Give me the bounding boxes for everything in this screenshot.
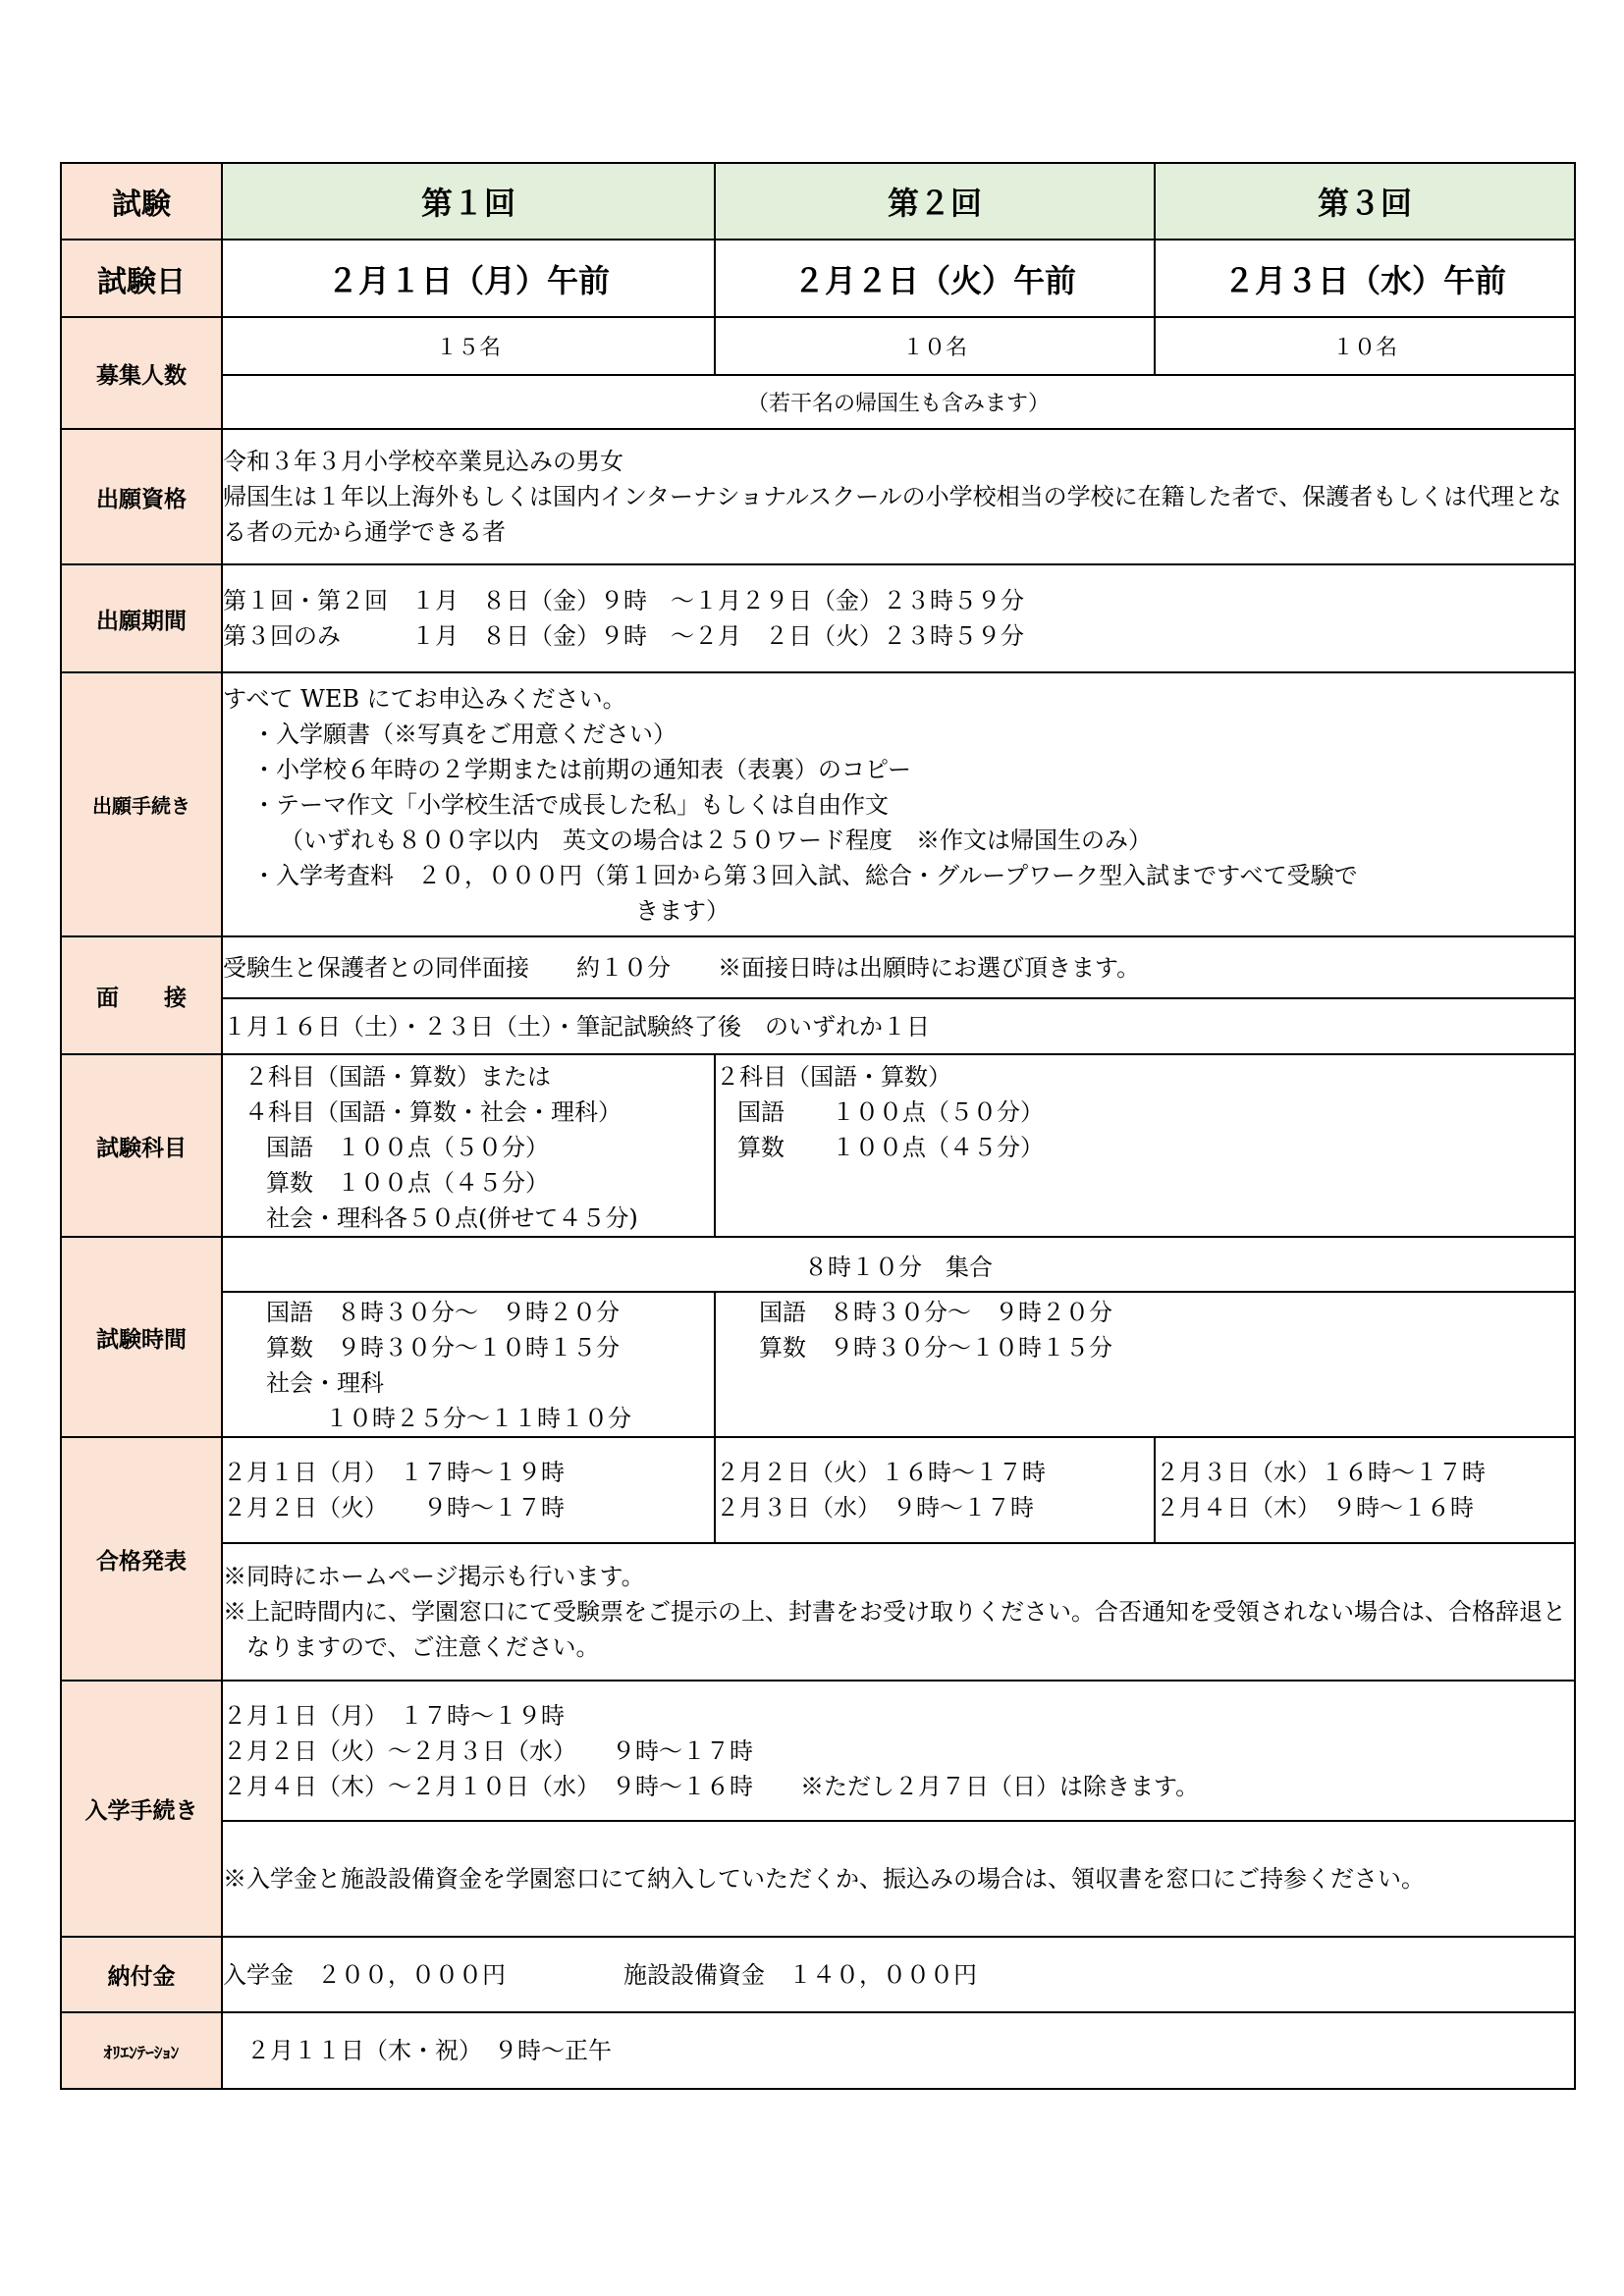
exam-time-col-1 — [222, 1292, 715, 1437]
interview-row — [61, 936, 1575, 998]
eligibility-text — [222, 429, 1575, 564]
exam-time-col-2 — [715, 1292, 1575, 1437]
period-line-2: 第３回のみ １月 ８日（金）９時 ～２月 ２日（火）２３時５９分 — [223, 622, 1024, 650]
subjects-col2-line-2: 国語 １００点（５０分） — [737, 1098, 1044, 1126]
results-col2-line-2: ２月３日（水） ９時～１７時 — [716, 1494, 1034, 1522]
subjects-label: 試験科目 — [61, 1054, 222, 1237]
enrollment-note-row — [61, 1821, 1575, 1937]
orientation-row — [61, 2012, 1575, 2089]
subjects-col2-line-3: 算数 １００点（４５分） — [737, 1134, 1044, 1161]
exam-date-row — [61, 240, 1575, 317]
results-label: 合格発表 — [61, 1437, 222, 1681]
exam-date-1: ２月１日（月）午前 — [222, 240, 715, 317]
eligibility-line-2: 帰国生は１年以上海外もしくは国内インターナショナルスクールの小学校相当の学校に在籍した者で、保護者もしくは代理となる者の元から通学できる者 — [223, 483, 1562, 546]
results-notes-row — [61, 1543, 1575, 1681]
capacity-2: １０名 — [715, 317, 1155, 375]
exam-time-col1-line-3: 社会・理科 — [266, 1369, 384, 1397]
subjects-col-1 — [222, 1054, 715, 1237]
enrollment-line-1: ２月１日（月） １７時～１９時 — [223, 1701, 565, 1730]
header-round-2: 第２回 — [715, 163, 1155, 240]
subjects-col1-line-1: ２科目（国語・算数）または — [244, 1063, 551, 1091]
enrollment-row — [61, 1681, 1575, 1821]
subjects-col1-line-2: ４科目（国語・算数・社会・理科） — [244, 1098, 622, 1126]
procedure-item-4-cont: きます） — [635, 896, 730, 925]
application-period-text — [222, 564, 1575, 672]
results-col-1 — [222, 1437, 715, 1543]
interview-line-1: 受験生と保護者との同伴面接 約１０分 ※面接日時は出願時にお選び頂きます。 — [222, 936, 1575, 998]
results-col-3 — [1155, 1437, 1575, 1543]
exam-date-label: 試験日 — [61, 240, 222, 317]
enrollment-times — [222, 1681, 1575, 1821]
exam-time-col2-line-1: 国語 ８時３０分～ ９時２０分 — [759, 1299, 1112, 1326]
results-notes — [222, 1543, 1575, 1681]
fees-row — [61, 1937, 1575, 2012]
exam-time-col1-line-4: １０時２５分～１１時１０分 — [325, 1405, 631, 1432]
capacity-note: （若干名の帰国生も含みます） — [222, 375, 1575, 429]
capacity-row — [61, 317, 1575, 375]
exam-time-assemble: ８時１０分 集合 — [222, 1237, 1575, 1292]
header-label: 試験 — [61, 163, 222, 240]
exam-time-row — [61, 1237, 1575, 1292]
exam-schedule-table — [60, 162, 1576, 2090]
procedure-intro: すべて WEB にてお申込みください。 — [223, 684, 626, 713]
exam-time-row-2 — [61, 1292, 1575, 1437]
subjects-row — [61, 1054, 1575, 1237]
enrollment-line-2: ２月２日（火）～２月３日（水） ９時～１７時 — [223, 1736, 753, 1765]
eligibility-label: 出願資格 — [61, 429, 222, 564]
interview-row-2 — [61, 998, 1575, 1054]
results-col3-line-1: ２月３日（水）１６時～１７時 — [1156, 1459, 1486, 1486]
procedure-item-3-note: （いずれも８００字以内 英文の場合は２５０ワード程度 ※作文は帰国生のみ） — [280, 826, 1152, 854]
results-row — [61, 1437, 1575, 1543]
interview-label: 面 接 — [61, 936, 222, 1054]
eligibility-line-1: 令和３年３月小学校卒業見込みの男女 — [223, 448, 623, 475]
subjects-col2-line-1: ２科目（国語・算数） — [716, 1063, 951, 1091]
results-col1-line-1: ２月１日（月） １７時～１９時 — [223, 1459, 565, 1486]
procedure-label: 出願手続き — [61, 672, 222, 936]
procedure-text — [222, 672, 1575, 936]
enrollment-line-3: ２月４日（木）～２月１０日（水） ９時～１６時 ※ただし２月７日（日）は除きます。 — [223, 1772, 1200, 1800]
header-round-3: 第３回 — [1155, 163, 1575, 240]
exam-date-2: ２月２日（火）午前 — [715, 240, 1155, 317]
results-col3-line-2: ２月４日（木） ９時～１６時 — [1156, 1494, 1474, 1522]
exam-date-3: ２月３日（水）午前 — [1155, 240, 1575, 317]
period-line-1: 第１回・第２回 １月 ８日（金）９時 ～１月２９日（金）２３時５９分 — [223, 587, 1024, 614]
procedure-item-4: ・入学考査料 ２０，０００円（第１回から第３回入試、総合・グループワーク型入試まですべて受験で — [252, 861, 1358, 889]
fees-text: 入学金 ２００，０００円 施設設備資金 １４０，０００円 — [222, 1937, 1575, 2012]
application-period-row — [61, 564, 1575, 672]
procedure-item-1: ・入学願書（※写真をご用意ください） — [252, 720, 677, 748]
exam-time-label: 試験時間 — [61, 1237, 222, 1437]
procedure-row — [61, 672, 1575, 936]
subjects-col1-line-5: 社会・理科各５０点(併せて４５分) — [266, 1204, 638, 1232]
results-note-2: ※上記時間内に、学園窓口にて受験票をご提示の上、封書をお受け取りください。合否通知を受領されない場合は、合格辞退となりますので、ご注意ください。 — [223, 1598, 1566, 1661]
capacity-note-row — [61, 375, 1575, 429]
enrollment-note-cell — [222, 1821, 1575, 1937]
results-col2-line-1: ２月２日（火）１６時～１７時 — [716, 1459, 1046, 1486]
eligibility-row — [61, 429, 1575, 564]
results-col1-line-2: ２月２日（火） ９時～１７時 — [223, 1494, 565, 1522]
fees-label: 納付金 — [61, 1937, 222, 2012]
capacity-1: １５名 — [222, 317, 715, 375]
application-period-label: 出願期間 — [61, 564, 222, 672]
orientation-label: ｵﾘｴﾝﾃｰｼｮﾝ — [61, 2012, 222, 2089]
results-col-2 — [715, 1437, 1155, 1543]
interview-line-2: １月１６日（土）・２３日（土）・筆記試験終了後 のいずれか１日 — [222, 998, 1575, 1054]
exam-time-col1-line-1: 国語 ８時３０分～ ９時２０分 — [266, 1299, 620, 1326]
subjects-col-2 — [715, 1054, 1575, 1237]
capacity-3: １０名 — [1155, 317, 1575, 375]
enrollment-note: ※入学金と施設設備資金を学園窓口にて納入していただくか、振込みの場合は、領収書を窓口にご持参ください。 — [223, 1865, 1425, 1893]
header-round-1: 第１回 — [222, 163, 715, 240]
results-note-1: ※同時にホームページ掲示も行います。 — [223, 1563, 645, 1590]
exam-time-col1-line-2: 算数 ９時３０分～１０時１５分 — [266, 1334, 620, 1362]
procedure-item-3: ・テーマ作文「小学校生活で成長した私」もしくは自由作文 — [252, 790, 889, 819]
subjects-col1-line-3: 国語 １００点（５０分） — [266, 1134, 549, 1161]
orientation-text: ２月１１日（木・祝） ９時～正午 — [222, 2012, 1575, 2089]
exam-time-col2-line-2: 算数 ９時３０分～１０時１５分 — [759, 1334, 1112, 1362]
subjects-col1-line-4: 算数 １００点（４５分） — [266, 1169, 549, 1197]
capacity-label: 募集人数 — [61, 317, 222, 429]
enrollment-label: 入学手続き — [61, 1681, 222, 1937]
header-row — [61, 163, 1575, 240]
procedure-item-2: ・小学校６年時の２学期または前期の通知表（表裏）のコピー — [252, 755, 912, 783]
